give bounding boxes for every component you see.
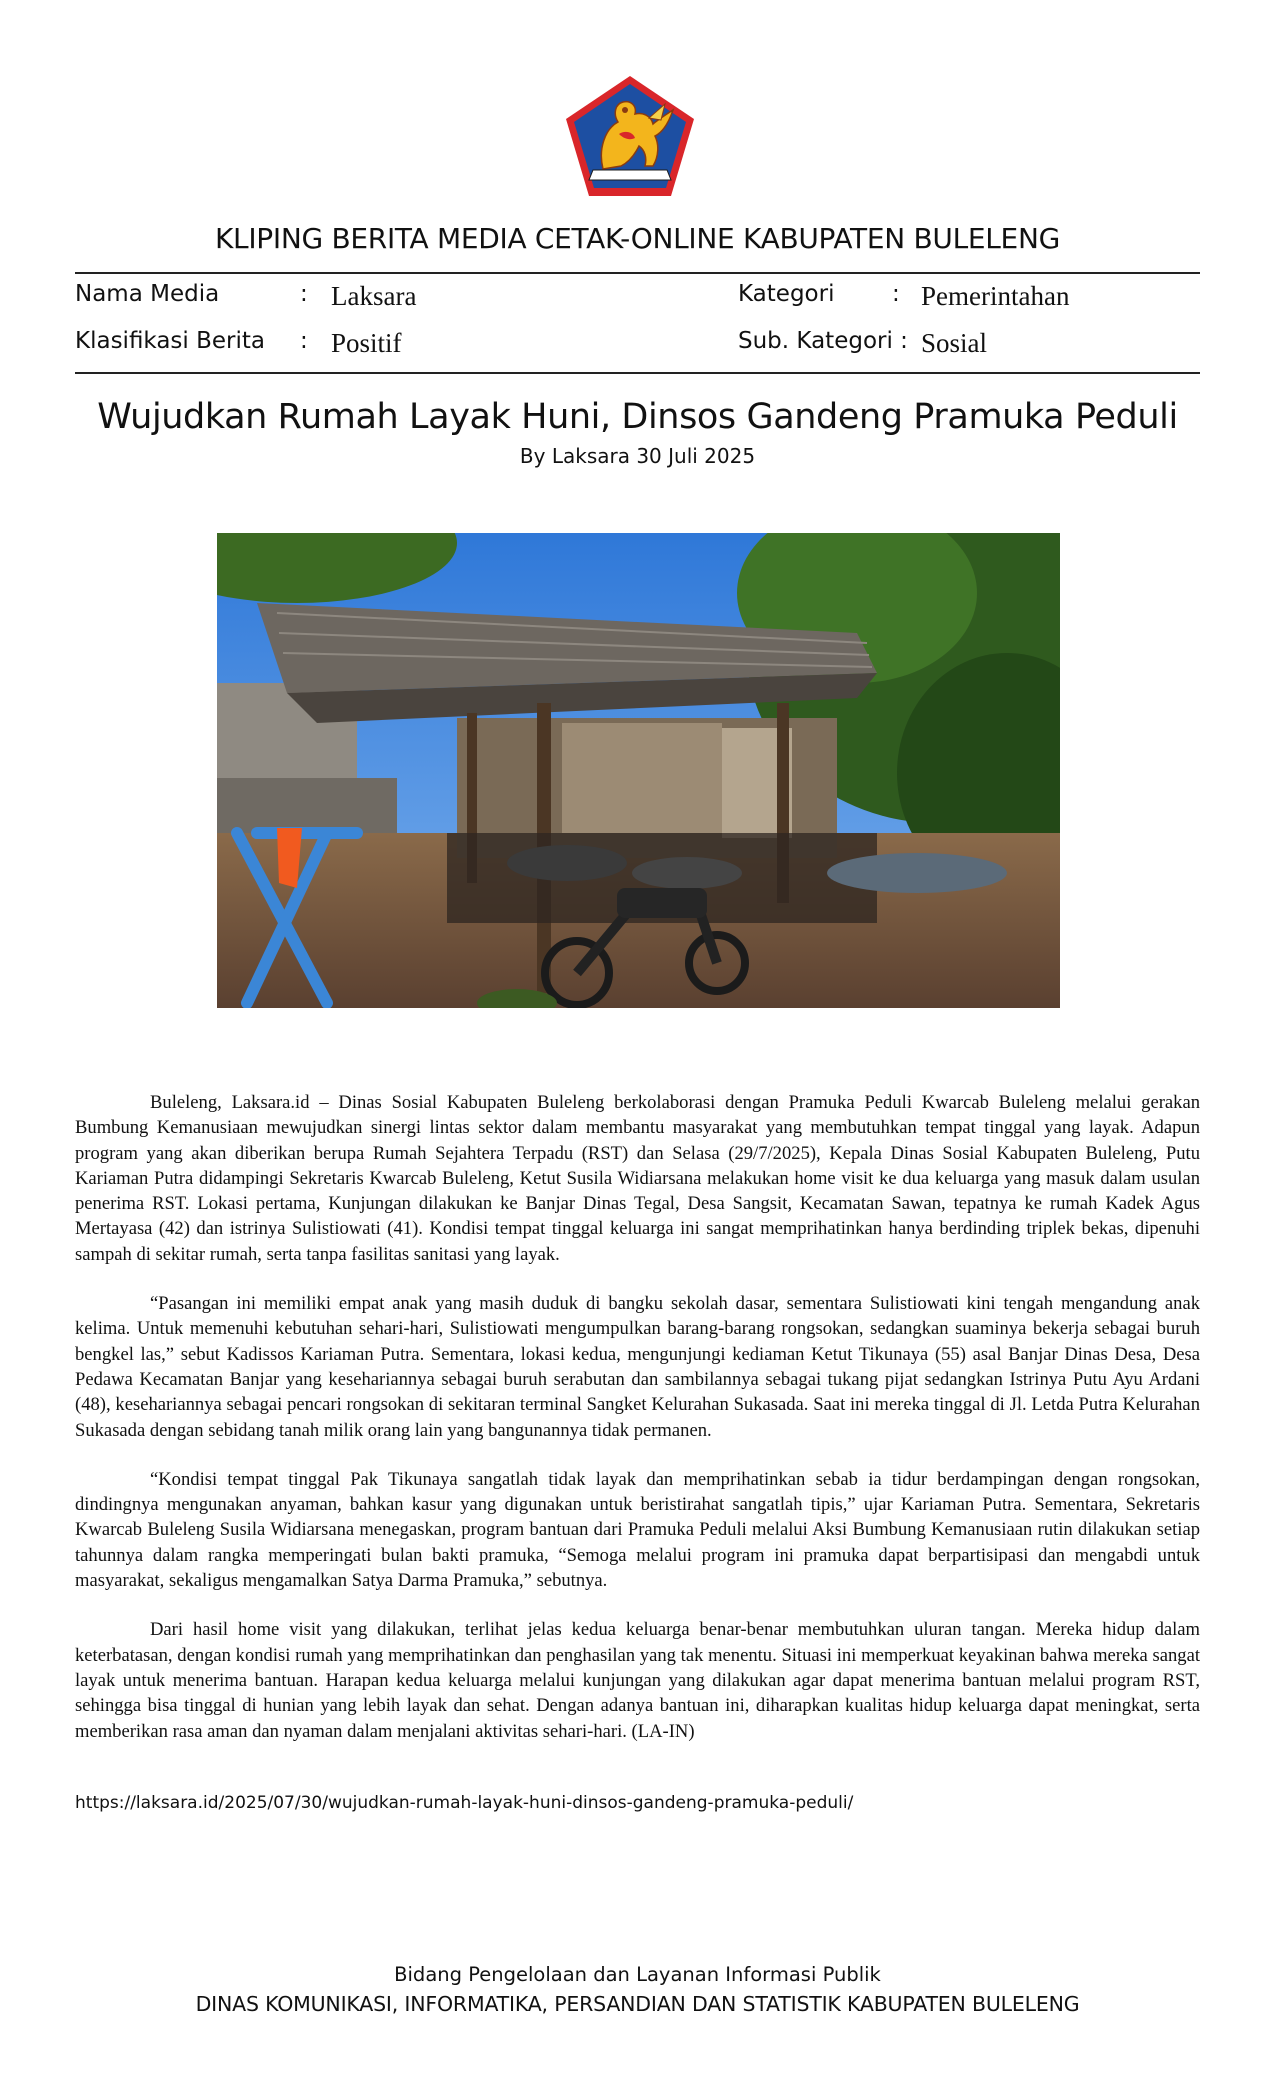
article-paragraph: “Kondisi tempat tinggal Pak Tikunaya sangatlah tidak layak dan memprihatinkan sebab ia tidur berdampingan dengan rongsokan, dindingnya mengunakan anyaman, bahkan kasur yang digunakan untuk beristirahat sangatlah tipis,” ujar Kariaman Putra. Sementara, Sekretaris Kwarcab Buleleng Susila Widiarsana menegaskan, program bantuan dari Pramuka Peduli melalui Aksi Bumbung Kemanusiaan rutin dilakukan setiap tahunnya dalam rangka memperingati bulan bakti pramuka, “Semoga melalui program ini pramuka dapat berpartisipasi dan mengabdi untuk masyarakat, sekaligus mengamalkan Satya Darma Pramuka,” sebutnya.: [75, 1468, 1200, 1592]
media-colon: :: [300, 281, 308, 307]
header-bottom-divider: [75, 372, 1200, 374]
article-paragraph: “Pasangan ini memiliki empat anak yang masih duduk di bangku sekolah dasar, sementara Sulistiowati kini tengah mengandung anak kelima. Untuk memenuhi kebutuhan sehari-hari, Sulistiowati mengumpulkan barang-barang rongsokan, sedangkan suaminya bekerja sebagai buruh bengkel las,” sebut Kadissos Kariaman Putra. Sementara, lokasi kedua, mengunjungi kediaman Ketut Tikunaya (55) asal Banjar Dinas Desa, Desa Pedawa Kecamatan Banjar yang kesehariannya sebagai buruh serabutan dan sambilannya sebagai tukang pijat sedangkan Istrinya Putu Ayu Ardani (48), kesehariannya sebagai pencari rongsokan di sekitaran terminal Sangket Kelurahan Sukasada. Saat ini mereka tinggal di Jl. Letda Putra Kelurahan Sukasada dengan sebidang tanah milik orang lain yang bangunannya tidak permanen.: [75, 1293, 1200, 1441]
subkategori-label: Sub. Kategori :: [738, 328, 908, 354]
article-paragraph: Dari hasil home visit yang dilakukan, terlihat jelas kedua keluarga benar-benar membutuhkan uluran tangan. Mereka hidup dalam keterbatasan, dengan kondisi rumah yang memprihatinkan dan penghasilan yang tak menentu. Situasi ini memperkuat keyakinan bahwa mereka sangat layak untuk menerima bantuan. Harapan kedua keluarga melalui kunjungan yang dilakukan agar dapat menerima bantuan melalui program RST, sehingga bisa tinggal di hunian yang lebih layak dan sehat. Dengan adanya bantuan ini, diharapkan kualitas hidup keluarga dapat meningkat, serta memberikan rasa aman dan nyaman dalam menjalani aktivitas sehari-hari. (LA-IN): [75, 1619, 1200, 1742]
subkategori-value: Sosial: [921, 328, 988, 358]
media-value: Laksara: [331, 281, 417, 311]
article-body: [75, 1090, 1200, 1768]
header-top-divider: [75, 272, 1200, 274]
klasifikasi-colon: :: [300, 328, 308, 354]
footer-agency: DINAS KOMUNIKASI, INFORMATIKA, PERSANDIAN DAN STATISTIK KABUPATEN BULELENG: [195, 1992, 1080, 2016]
kategori-value: Pemerintahan: [921, 281, 1070, 311]
source-url: https://laksara.id/2025/07/30/wujudkan-rumah-layak-huni-dinsos-gandeng-pramuka-peduli/: [75, 1793, 854, 1813]
buleleng-regency-logo: [563, 74, 697, 199]
klasifikasi-value: Positif: [331, 328, 402, 358]
kategori-label: Kategori: [738, 281, 835, 307]
kategori-colon: :: [892, 281, 900, 307]
klasifikasi-label: Klasifikasi Berita: [75, 328, 266, 354]
media-label: Nama Media: [75, 281, 220, 307]
footer-division: Bidang Pengelolaan dan Layanan Informasi Publik: [394, 1963, 881, 1986]
article-headline: Wujudkan Rumah Layak Huni, Dinsos Gandeng Pramuka Peduli: [97, 397, 1178, 437]
article-paragraph: Buleleng, Laksara.id – Dinas Sosial Kabupaten Buleleng berkolaborasi dengan Pramuka Peduli Kwarcab Buleleng melalui gerakan Bumbung Kemanusiaan mewujudkan sinergi lintas sektor dalam membantu masyarakat yang membutuhkan tempat tinggal yang layak. Adapun program yang akan diberikan berupa Rumah Sejahtera Terpadu (RST) dan Selasa (29/7/2025), Kepala Dinas Sosial Kabupaten Buleleng, Putu Kariaman Putra didampingi Sekretaris Kwarcab Buleleng, Ketut Susila Widiarsana melakukan home visit ke dua keluarga yang masuk dalam usulan penerima RST. Lokasi pertama, Kunjungan dilakukan ke Banjar Dinas Tegal, Desa Sangsit, Kecamatan Sawan, tepatnya ke rumah Kadek Agus Mertayasa (42) dan istrinya Sulistiowati (41). Kondisi tempat tinggal keluarga ini sangat memprihatinkan hanya berdinding triplek bekas, dipenuhi sampah di sekitar rumah, serta tanpa fasilitas sanitasi yang layak.: [75, 1092, 1200, 1265]
article-byline: By Laksara 30 Juli 2025: [519, 444, 756, 468]
article-photo: [217, 533, 1060, 1008]
clipping-header-title: KLIPING BERITA MEDIA CETAK-ONLINE KABUPATEN BULELENG: [214, 222, 1060, 255]
